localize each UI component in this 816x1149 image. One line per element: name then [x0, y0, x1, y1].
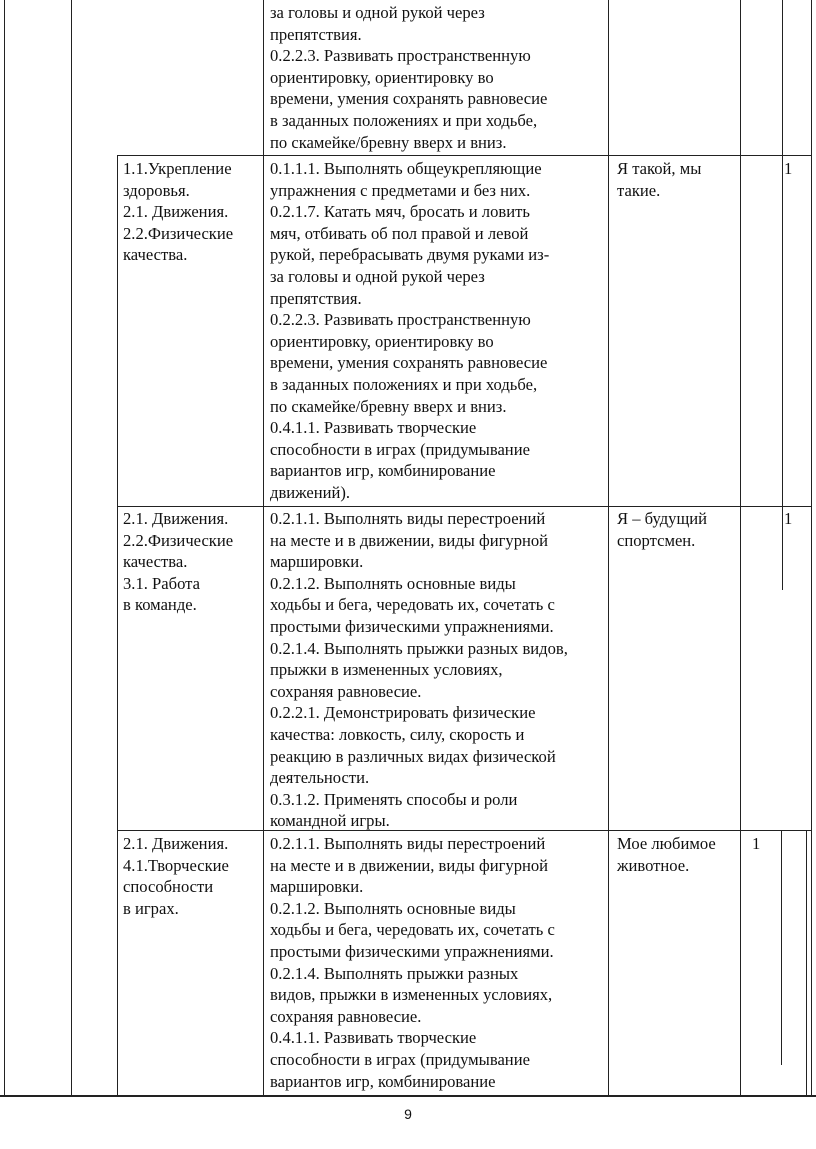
section-line: в команде.: [123, 595, 197, 615]
row-3-topic: [617, 833, 716, 876]
task-line: 0.2.2.3. Развивать пространственную: [270, 46, 531, 66]
task-line: на месте и в движении, виды фигурной: [270, 530, 549, 550]
task-line: по скамейке/бревну вверх и вниз.: [270, 396, 507, 416]
table-border-right: [811, 0, 812, 1095]
row-2-tasks: [270, 508, 568, 832]
column-divider-6-upper: [782, 0, 783, 590]
task-line: препятствия.: [270, 24, 362, 44]
page-number: 9: [404, 1106, 412, 1122]
table-border-left: [4, 0, 5, 1095]
task-line: способности в играх (придумывание: [270, 439, 530, 459]
topic-line: Я такой, мы: [617, 159, 702, 178]
task-line: упражнения с предметами и без них.: [270, 180, 531, 200]
task-line: за головы и одной рукой через: [270, 266, 485, 286]
column-divider-6-lower: [781, 830, 782, 1065]
task-line: 0.2.1.4. Выполнять прыжки разных видов,: [270, 638, 568, 658]
column-divider-1: [71, 0, 72, 1095]
section-line: качества.: [123, 552, 188, 572]
task-line: времени, умения сохранять равновесие: [270, 353, 548, 373]
task-line: препятствия.: [270, 288, 362, 308]
section-line: 4.1.Творческие: [123, 855, 229, 875]
task-line: ориентировку, ориентировку во: [270, 67, 494, 87]
section-line: здоровья.: [123, 180, 190, 200]
task-line: качества: ловкость, силу, скорость и: [270, 724, 525, 744]
section-line: 2.1. Движения.: [123, 509, 229, 528]
column-divider-5-lower: [740, 830, 741, 1095]
row-3-sections: [123, 833, 229, 919]
row-1-tasks: [270, 158, 549, 504]
task-line: 0.2.1.2. Выполнять основные виды: [270, 898, 516, 918]
task-line: 0.2.1.1. Выполнять виды перестроений: [270, 509, 546, 528]
task-line: 0.2.1.1. Выполнять виды перестроений: [270, 834, 546, 853]
section-line: 3.1. Работа: [123, 573, 200, 593]
section-line: качества.: [123, 245, 188, 265]
topic-line: Я – будущий: [617, 509, 708, 528]
task-line: рукой, перебрасывать двумя руками из-: [270, 245, 550, 265]
task-line: прыжки в измененных условиях,: [270, 660, 503, 680]
task-line: 0.4.1.1. Развивать творческие: [270, 1028, 477, 1048]
task-line: движений).: [270, 482, 351, 502]
task-line: 0.2.1.7. Катать мяч, бросать и ловить: [270, 202, 530, 222]
topic-line: животное.: [617, 855, 690, 875]
task-line: по скамейке/бревну вверх и вниз.: [270, 132, 507, 152]
row-divider-1: [117, 155, 812, 156]
section-line: 2.2.Физические: [123, 530, 234, 550]
task-line: реакцию в различных видах физической: [270, 746, 556, 766]
task-line: в заданных положениях и при ходьбе,: [270, 374, 538, 394]
table-border-bottom: [0, 1095, 816, 1097]
task-line: в заданных положениях и при ходьбе,: [270, 110, 538, 130]
task-line: маршировки.: [270, 552, 364, 572]
task-line: командной игры.: [270, 811, 390, 831]
task-line: за головы и одной рукой через: [270, 3, 485, 22]
task-line: способности в играх (придумывание: [270, 1049, 530, 1069]
row-1-sections: [123, 158, 233, 266]
task-line: сохраняя равновесие.: [270, 681, 422, 701]
task-line: видов, прыжки в измененных условиях,: [270, 985, 553, 1005]
row-1-hours: [784, 158, 792, 180]
task-line: 0.2.1.4. Выполнять прыжки разных: [270, 963, 519, 983]
section-line: 2.1. Движения.: [123, 834, 229, 853]
task-line: простыми физическими упражнениями.: [270, 941, 554, 961]
hours-value: 1: [784, 159, 793, 178]
task-line: на месте и в движении, виды фигурной: [270, 855, 549, 875]
topic-line: такие.: [617, 180, 661, 200]
hours-value: 1: [752, 834, 761, 853]
task-line: ходьбы и бега, чередовать их, сочетать с: [270, 920, 555, 940]
task-line: 0.1.1.1. Выполнять общеукрепляющие: [270, 159, 542, 178]
task-line: вариантов игр, комбинирование: [270, 1071, 496, 1091]
row-3-hours: [752, 833, 760, 855]
section-line: 1.1.Укрепление: [123, 159, 232, 178]
column-divider-4: [608, 0, 609, 1095]
task-line: времени, умения сохранять равновесие: [270, 89, 548, 109]
topic-line: Мое любимое: [617, 834, 716, 853]
task-line: ходьбы и бега, чередовать их, сочетать с: [270, 595, 555, 615]
section-line: 2.1. Движения.: [123, 202, 229, 222]
column-divider-3: [263, 0, 264, 1095]
section-line: способности: [123, 877, 214, 897]
column-divider-2: [117, 155, 118, 1095]
section-line: 2.2.Физические: [123, 223, 234, 243]
column-divider-7-lower: [806, 830, 807, 1095]
task-line: мяч, отбивать об пол правой и левой: [270, 223, 529, 243]
section-line: в играх.: [123, 898, 179, 918]
row-2-topic: [617, 508, 707, 551]
task-line: деятельности.: [270, 768, 370, 788]
task-line: ориентировку, ориентировку во: [270, 331, 494, 351]
row-0-tasks: [270, 2, 547, 153]
row-2-sections: [123, 508, 233, 616]
row-divider-2: [117, 506, 812, 507]
task-line: 0.4.1.1. Развивать творческие: [270, 418, 477, 438]
task-line: 0.2.1.2. Выполнять основные виды: [270, 573, 516, 593]
column-divider-5-upper: [740, 0, 741, 830]
task-line: сохраняя равновесие.: [270, 1006, 422, 1026]
task-line: простыми физическими упражнениями.: [270, 616, 554, 636]
row-1-topic: [617, 158, 701, 201]
task-line: 0.2.2.3. Развивать пространственную: [270, 310, 531, 330]
row-3-tasks: [270, 833, 555, 1092]
task-line: вариантов игр, комбинирование: [270, 461, 496, 481]
topic-line: спортсмен.: [617, 530, 696, 550]
row-2-hours: [784, 508, 792, 530]
hours-value: 1: [784, 509, 793, 528]
task-line: маршировки.: [270, 877, 364, 897]
task-line: 0.2.2.1. Демонстрировать физические: [270, 703, 536, 723]
task-line: 0.3.1.2. Применять способы и роли: [270, 789, 518, 809]
